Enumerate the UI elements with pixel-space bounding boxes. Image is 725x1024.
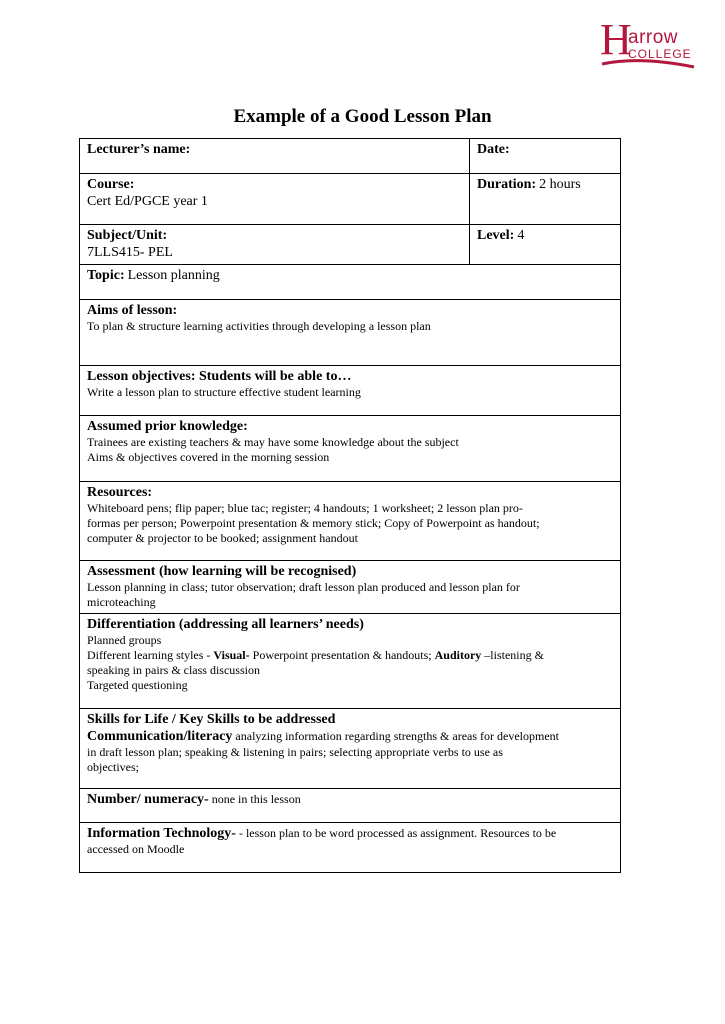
course-value: Cert Ed/PGCE year 1 (87, 194, 208, 209)
table-row (80, 789, 621, 823)
it-line (87, 825, 613, 842)
course-label: Course: (87, 177, 135, 192)
topic-cell (80, 265, 621, 300)
lecturer-cell (80, 139, 470, 174)
resources-line: Whiteboard pens; flip paper; blue tac; register; 4 handouts; 1 worksheet; 2 lesson plan pro- (87, 501, 523, 515)
differentiation-text: –listening & (481, 648, 544, 662)
assessment-line: Lesson planning in class; tutor observation; draft lesson plan produced and lesson plan for (87, 580, 520, 594)
objectives-value: Write a lesson plan to structure effective student learning (87, 385, 361, 399)
numeracy-value: none in this lesson (208, 792, 301, 806)
numeracy-cell (80, 789, 621, 823)
resources-line: formas per person; Powerpoint presentation & memory stick; Copy of Powerpoint as handout; (87, 516, 540, 530)
resources-cell (80, 482, 621, 561)
subject-label: Subject/Unit: (87, 228, 168, 243)
table-row (80, 561, 621, 614)
objectives-cell (80, 366, 621, 416)
course-cell (80, 174, 470, 225)
page-title: Example of a Good Lesson Plan (233, 106, 492, 127)
duration-value: 2 hours (539, 177, 581, 192)
assessment-cell (80, 561, 621, 614)
skills-line (87, 728, 613, 745)
logo-letter-h: H (600, 15, 632, 64)
objectives-label: Lesson objectives: Students will be able to… (87, 369, 352, 384)
skills-text: analyzing information regarding strengths & areas for development (232, 729, 559, 743)
aims-value: To plan & structure learning activities through developing a lesson plan (87, 319, 431, 333)
date-cell (470, 139, 621, 174)
logo-text-college: COLLEGE (628, 47, 692, 61)
differentiation-text: Powerpoint presentation & handouts; (249, 648, 435, 662)
level-value: 4 (517, 228, 525, 243)
it-text: - lesson plan to be word processed as assignment. Resources to be (235, 826, 557, 840)
topic-value: Lesson planning (127, 268, 220, 283)
prior-knowledge-cell (80, 416, 621, 482)
differentiation-text: Different learning styles - (87, 648, 214, 662)
numeracy-label: Number/ numeracy- (87, 792, 209, 807)
aims-label: Aims of lesson: (87, 303, 178, 318)
prior-knowledge-line: Aims & objectives covered in the morning session (87, 450, 330, 464)
differentiation-cell (80, 614, 621, 709)
resources-line: computer & projector to be booked; assignment handout (87, 531, 358, 545)
resources-label: Resources: (87, 485, 153, 500)
table-row (80, 709, 621, 789)
visual-label: Visual- (213, 648, 250, 662)
lecturer-label: Lecturer’s name: (87, 142, 191, 157)
communication-label: Communication/literacy (87, 729, 233, 744)
table-row (80, 265, 621, 300)
skills-line: objectives; (87, 760, 139, 774)
level-cell (470, 225, 621, 265)
differentiation-line: Planned groups (87, 633, 162, 647)
prior-knowledge-line: Trainees are existing teachers & may have some knowledge about the subject (87, 435, 459, 449)
skills-line: in draft lesson plan; speaking & listening in pairs; selecting appropriate verbs to use as (87, 745, 503, 759)
it-label: Information Technology- (87, 826, 236, 841)
table-row (80, 823, 621, 873)
topic-label: Topic: (87, 268, 125, 283)
logo-swoosh-icon (600, 58, 696, 70)
differentiation-line (87, 648, 613, 663)
it-cell (80, 823, 621, 873)
table-row (80, 139, 621, 174)
lesson-plan-table (79, 138, 621, 873)
table-row (80, 366, 621, 416)
skills-cell (80, 709, 621, 789)
duration-label: Duration: (477, 177, 537, 192)
it-line: accessed on Moodle (87, 842, 185, 856)
table-row (80, 614, 621, 709)
logo-text-arrow: arrow (628, 27, 679, 48)
prior-knowledge-label: Assumed prior knowledge: (87, 419, 248, 434)
table-row (80, 416, 621, 482)
table-row (80, 482, 621, 561)
differentiation-line: Targeted questioning (87, 678, 188, 692)
assessment-line: microteaching (87, 595, 156, 609)
table-row (80, 174, 621, 225)
aims-cell (80, 300, 621, 366)
harrow-college-logo (600, 15, 696, 70)
subject-cell (80, 225, 470, 265)
duration-cell (470, 174, 621, 225)
table-row (80, 225, 621, 265)
assessment-label: Assessment (how learning will be recognised) (87, 564, 357, 579)
auditory-label: Auditory (434, 648, 482, 662)
level-label: Level: (477, 228, 515, 243)
table-row (80, 300, 621, 366)
differentiation-line: speaking in pairs & class discussion (87, 663, 260, 677)
date-label: Date: (477, 142, 510, 157)
subject-value: 7LLS415- PEL (87, 245, 173, 260)
differentiation-label: Differentiation (addressing all learners’ needs) (87, 617, 364, 632)
skills-label: Skills for Life / Key Skills to be addressed (87, 712, 336, 727)
